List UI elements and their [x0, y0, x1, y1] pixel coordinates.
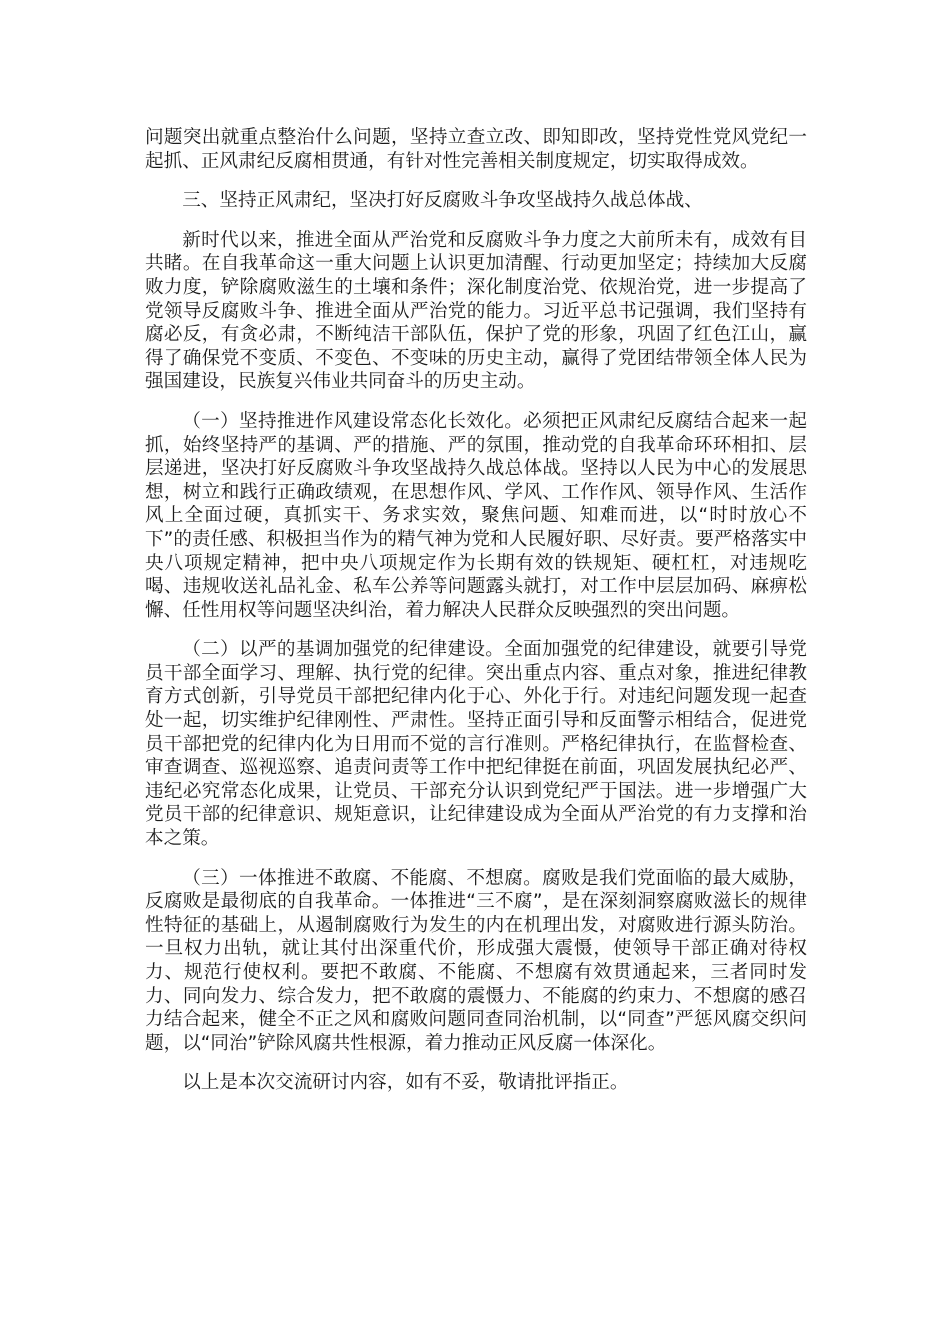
paragraph-point-3: （三）一体推进不敢腐、不能腐、不想腐。腐败是我们党面临的最大威胁，反腐败是最彻底的自我革命。一体推进“三不腐”，是在深刻洞察腐败滋长的规律性特征的基础上，从遏制腐败行为发生的内在机理出发，对腐败进行源头防治。一旦权力出轨，就让其付出深重代价，形成强大震慑，使领导干部正确对待权力、规范行使权利。要把不敢腐、不能腐、不想腐有效贯通起来，三者同时发力、同向发力、综合发力，把不敢腐的震慑力、不能腐的约束力、不想腐的感召力结合起来，健全不正之风和腐败问题同查同治机制，以“同查”严惩风腐交织问题，以“同治”铲除风腐共性根源，着力推动正风反腐一体深化。 [145, 867, 807, 1054]
paragraph-point-2: （二）以严的基调加强党的纪律建设。全面加强党的纪律建设，就要引导党员干部全面学习、理解、执行党的纪律。突出重点内容、重点对象，推进纪律教育方式创新，引导党员干部把纪律内化于心、外化于行。对违纪问题发现一起查处一起，切实维护纪律刚性、严肃性。坚持正面引导和反面警示相结合，促进党员干部把党的纪律内化为日用而不觉的言行准则。严格纪律执行，在监督检查、审查调查、巡视巡察、追责问责等工作中把纪律挺在前面，巩固发展执纪必严、违纪必究常态化成果，让党员、干部充分认识到党纪严于国法。进一步增强广大党员干部的纪律意识、规矩意识，让纪律建设成为全面从严治党的有力支撑和治本之策。 [145, 639, 807, 850]
paragraph-continuation: 问题突出就重点整治什么问题，坚持立查立改、即知即改，坚持党性党风党纪一起抓、正风肃纪反腐相贯通，有针对性完善相关制度规定，切实取得成效。 [145, 127, 807, 172]
paragraph-intro: 新时代以来，推进全面从严治党和反腐败斗争力度之大前所未有，成效有目共睹。在自我革命这一重大问题上认识更加清醒、行动更加坚定；持续加大反腐败力度，铲除腐败滋生的土壤和条件；深化制度治党、依规治党，进一步提高了党领导反腐败斗争、推进全面从严治党的能力。习近平总书记强调，我们坚持有腐必反，有贪必肃，不断纯洁干部队伍，保护了党的形象，巩固了红色江山，赢得了确保党不变质、不变色、不变味的历史主动，赢得了党团结带领全体人民为强国建设，民族复兴伟业共同奋斗的历史主动。 [145, 229, 807, 393]
paragraph-closing: 以上是本次交流研讨内容，如有不妥，敬请批评指正。 [182, 1072, 629, 1094]
section-heading: 三、坚持正风肃纪，坚决打好反腐败斗争攻坚战持久战总体战、 [182, 190, 703, 212]
document-page [145, 126, 807, 1111]
paragraph-point-1: （一）坚持推进作风建设常态化长效化。必须把正风肃纪反腐结合起来一起抓，始终坚持严的基调、严的措施、严的氛围，推动党的自我革命环环相扣、层层递进，坚决打好反腐败斗争攻坚战持久战总体战。坚持以人民为中心的发展思想，树立和践行正确政绩观，在思想作风、学风、工作作风、领导作风、生活作风上全面过硬，真抓实干、务求实效，聚焦问题、知难而进，以“时时放心不下”的责任感、积极担当作为的精气神为党和人民履好职、尽好责。要严格落实中央八项规定精神，把中央八项规定作为长期有效的铁规矩、硬杠杠，对违规吃喝、违规收送礼品礼金、私车公养等问题露头就打，对工作中层层加码、麻痹松懈、任性用权等问题坚决纠治，着力解决人民群众反映强烈的突出问题。 [145, 410, 807, 621]
